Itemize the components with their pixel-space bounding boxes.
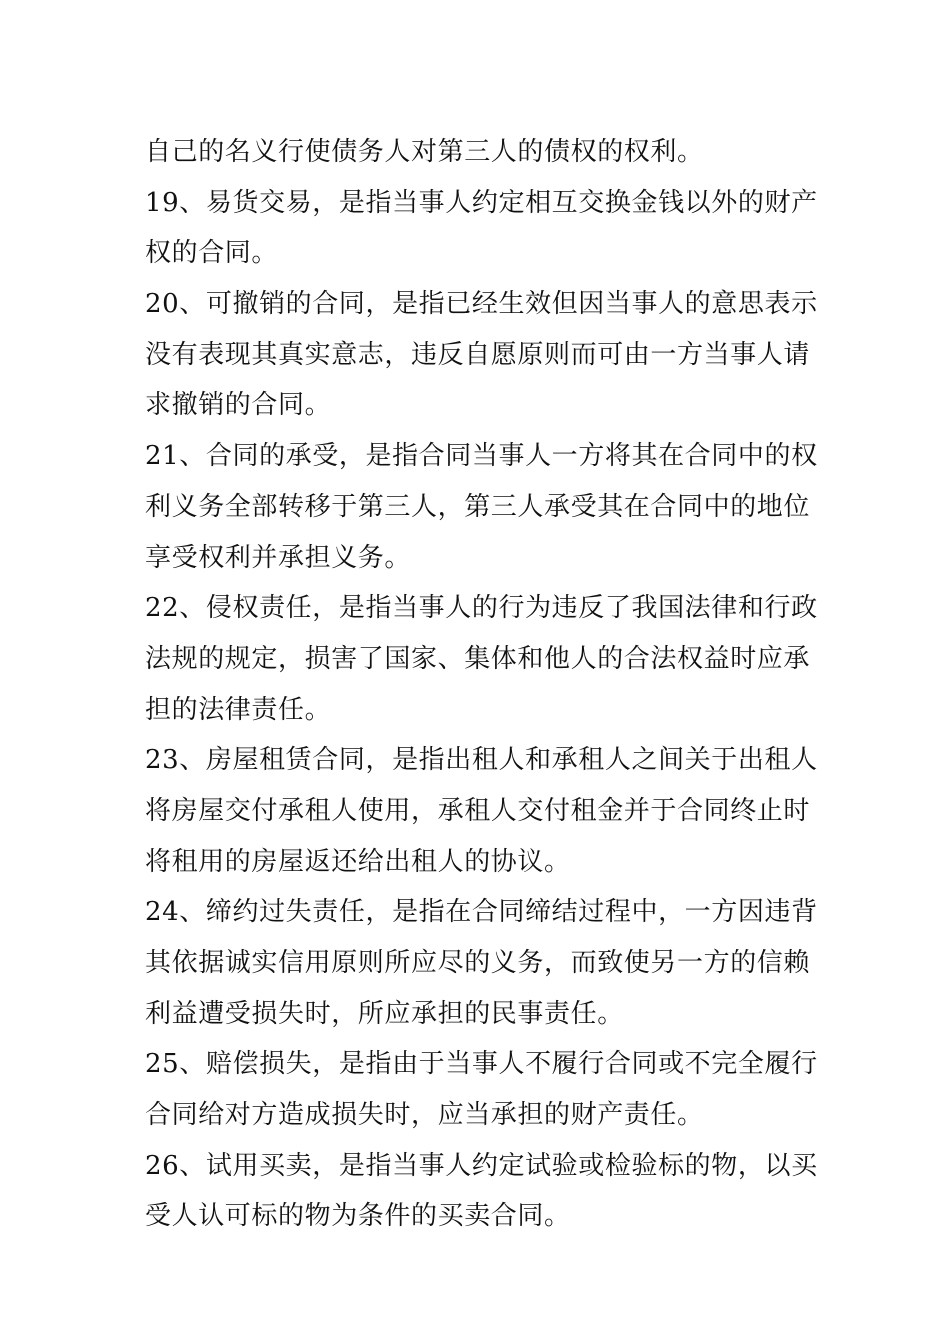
text-line: 受人认可标的物为条件的买卖合同。 (145, 1201, 571, 1232)
text-line: 权的合同。 (145, 238, 279, 269)
text-line: 25、赔偿损失，是指由于当事人不履行合同或不完全履行 (145, 1049, 818, 1080)
text-line: 利义务全部转移于第三人，第三人承受其在合同中的地位 (145, 491, 811, 522)
text-line: 求撤销的合同。 (145, 390, 332, 421)
text-line: 没有表现其真实意志，违反自愿原则而可由一方当事人请 (145, 339, 811, 370)
document-body (145, 127, 818, 1242)
text-line: 将租用的房屋返还给出租人的协议。 (145, 846, 571, 877)
text-line: 利益遭受损失时，所应承担的民事责任。 (145, 998, 624, 1029)
text-line: 20、可撤销的合同，是指已经生效但因当事人的意思表示 (145, 289, 818, 320)
text-line: 23、房屋租赁合同，是指出租人和承租人之间关于出租人 (145, 745, 818, 776)
text-line: 24、缔约过失责任，是指在合同缔结过程中，一方因违背 (145, 897, 818, 928)
text-line: 将房屋交付承租人使用，承租人交付租金并于合同终止时 (145, 795, 811, 826)
text-line: 26、试用买卖，是指当事人约定试验或检验标的物，以买 (145, 1150, 818, 1181)
text-line: 其依据诚实信用原则所应尽的义务，而致使另一方的信赖 (145, 948, 811, 978)
text-line: 21、合同的承受，是指合同当事人一方将其在合同中的权 (145, 441, 818, 472)
text-line: 享受权利并承担义务。 (145, 542, 412, 573)
text-line: 自己的名义行使债务人对第三人的债权的权利。 (145, 137, 704, 167)
text-line: 19、易货交易，是指当事人约定相互交换金钱以外的财产 (145, 187, 818, 218)
text-line: 担的法律责任。 (145, 694, 332, 725)
text-line: 22、侵权责任，是指当事人的行为违反了我国法律和行政 (145, 593, 818, 624)
text-line: 法规的规定，损害了国家、集体和他人的合法权益时应承 (145, 643, 811, 674)
text-line: 合同给对方造成损失时，应当承担的财产责任。 (145, 1100, 704, 1131)
